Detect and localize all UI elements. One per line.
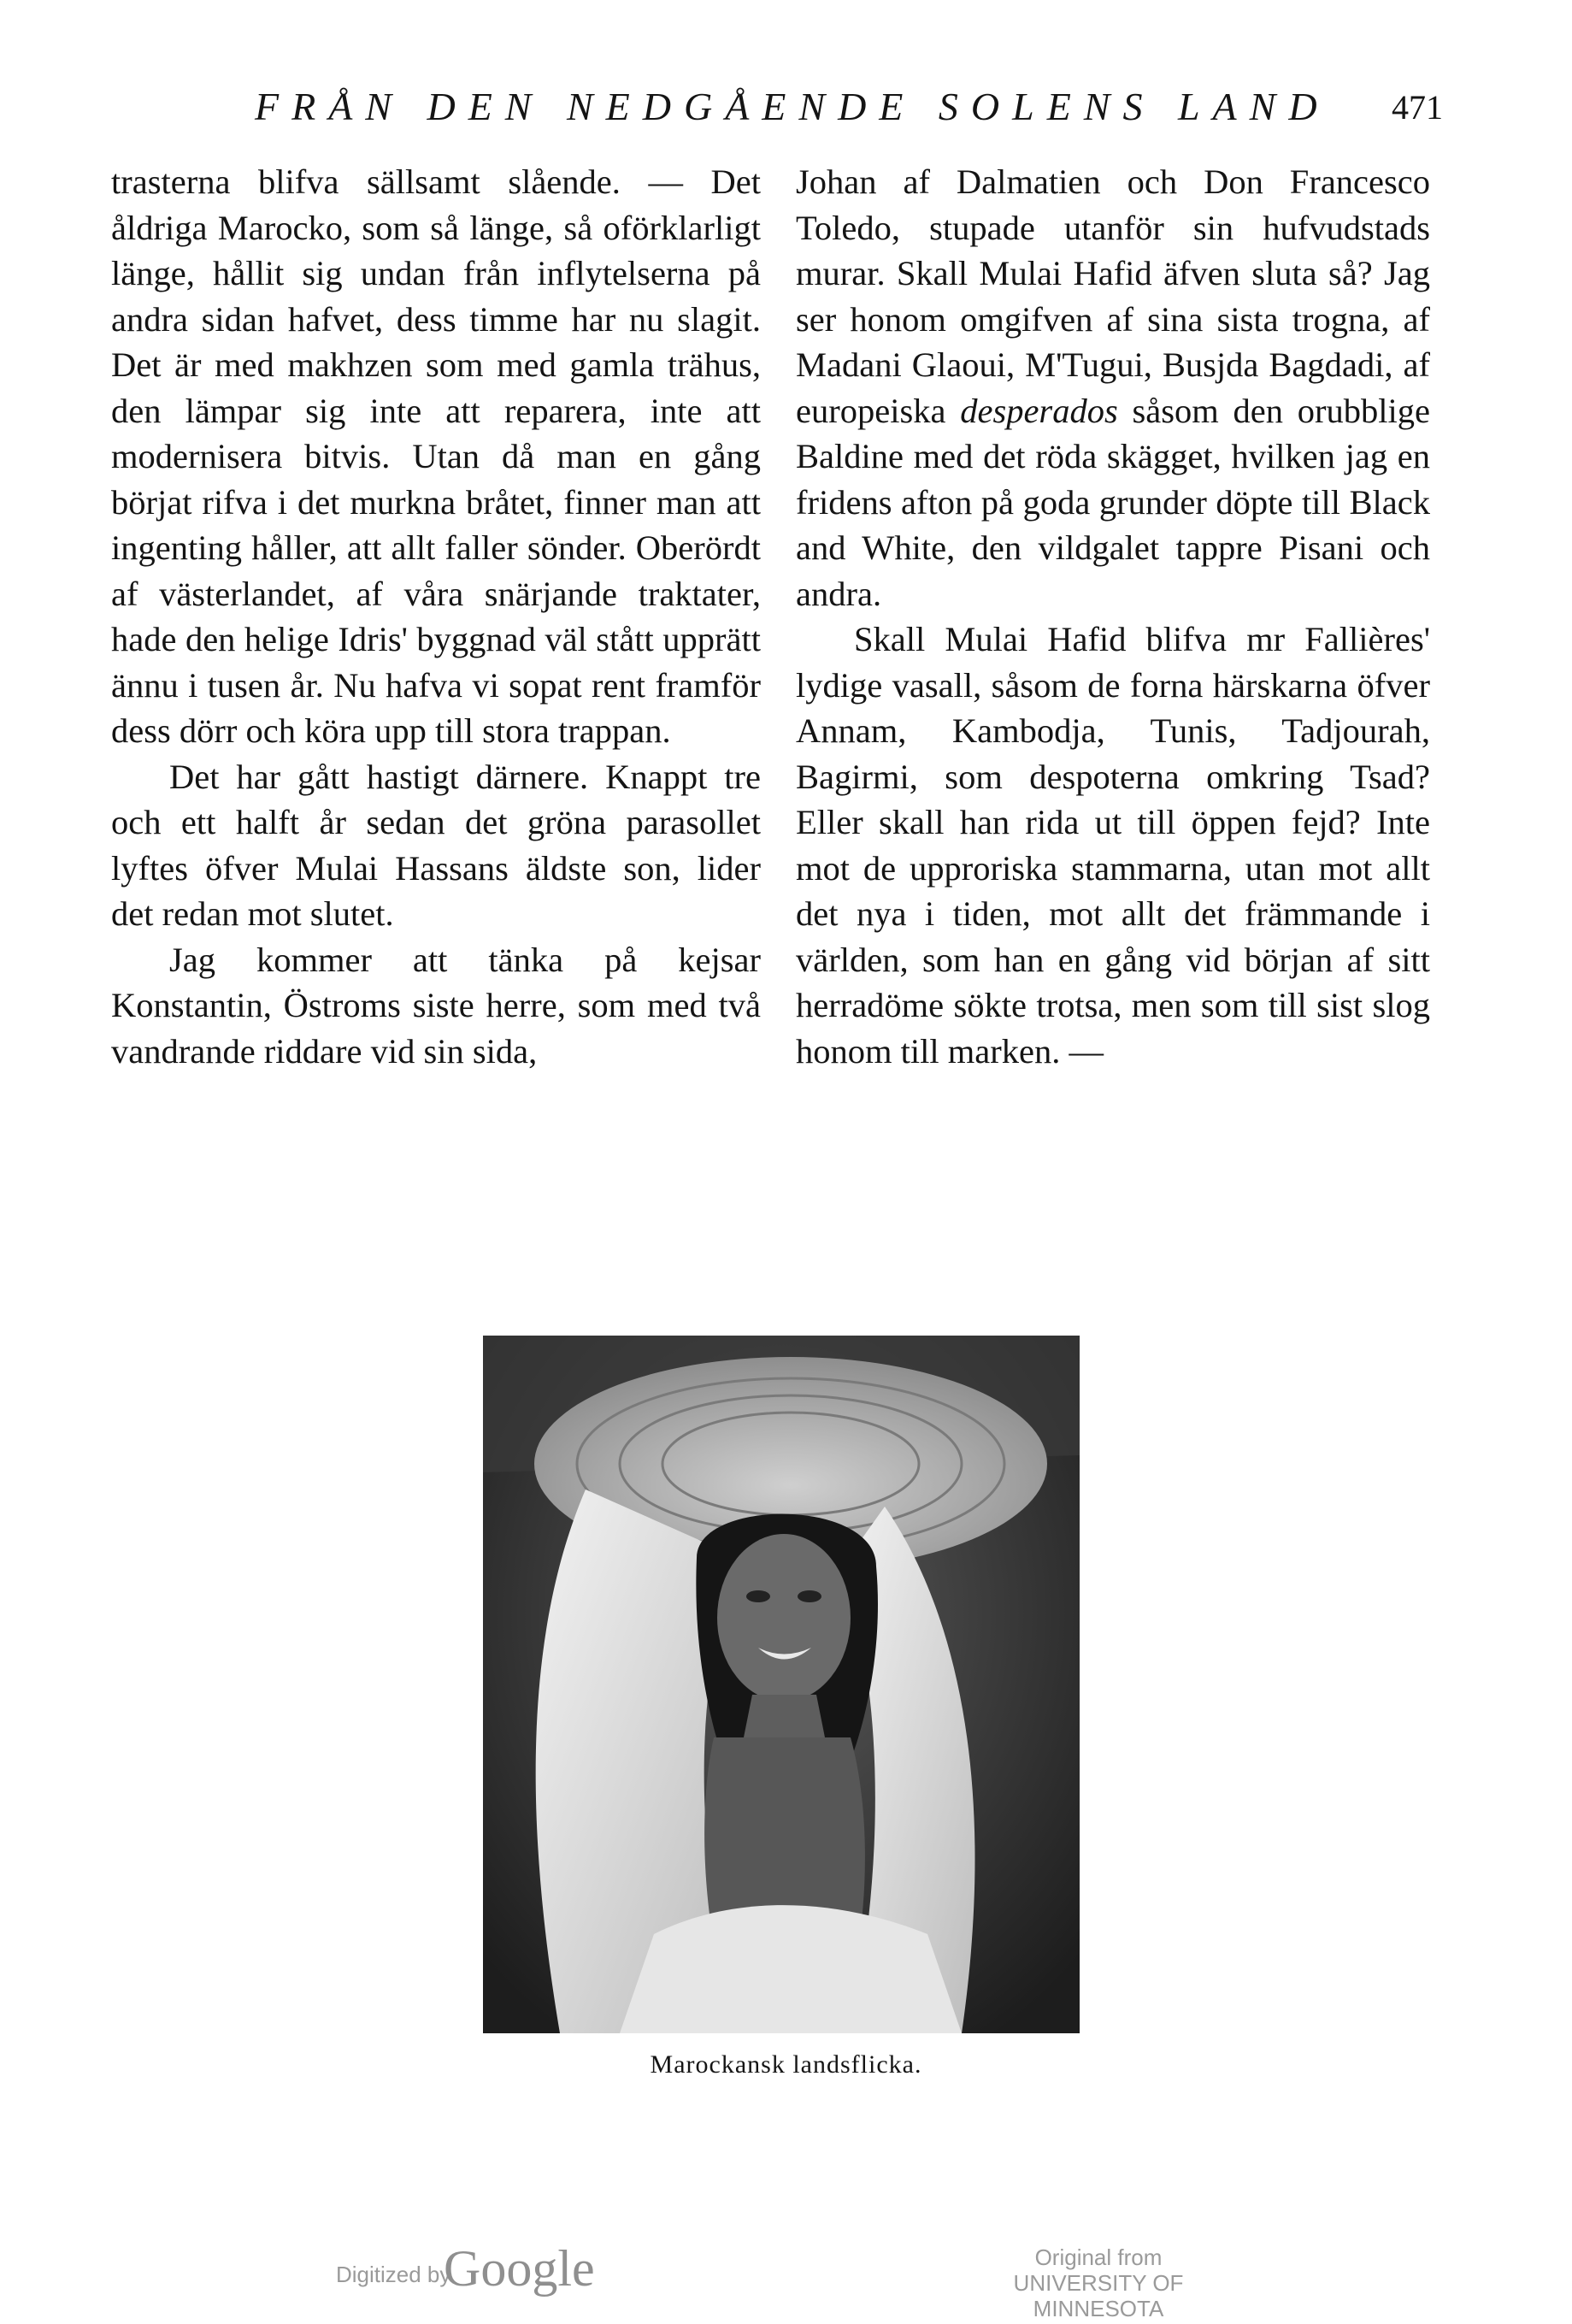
original-source <box>957 2244 1239 2321</box>
google-logo: Google <box>444 2240 595 2297</box>
right-column <box>796 159 1430 1074</box>
right-paragraph-1-end: såsom den orubblige Baldine med det röda skägget, hvilken jag en fridens afton på goda grunder döpte till Black and White, den vildgalet tappre Pisani och andra. <box>796 391 1430 613</box>
original-from-label: Original from <box>1034 2244 1163 2270</box>
left-paragraph-3: Jag kommer att tänka på kejsar Konstantin, Östroms siste herre, som med två vandrande riddare vid sin sida, <box>111 940 761 1071</box>
right-paragraph-1-start: Johan af Dalmatien och Don Francesco Toledo, stupade utanför sin hufvudstads murar. Skall Mulai Hafid äfven sluta så? Jag ser honom omgifven af sina sista trogna, af Madani Glaoui, M'Tugui, Busjda Bagdadi, af europeiska <box>796 162 1430 430</box>
institution-name: UNIVERSITY OF MINNESOTA <box>1013 2270 1184 2321</box>
face <box>717 1534 851 1702</box>
digitized-by-label: Digitized by <box>336 2262 451 2287</box>
running-title: FRÅN DEN NEDGÅENDE SOLENS LAND <box>255 85 1330 128</box>
portrait-illustration <box>483 1336 1080 2033</box>
italic-term: desperados <box>960 391 1118 430</box>
figure-caption: Marockansk landsflicka. <box>650 2050 922 2079</box>
left-paragraph-2: Det har gått hastigt därnere. Knappt tre och ett halft år sedan det gröna parasollet lyftes öfver Mulai Hassans äldste son, lider det redan mot slutet. <box>111 757 761 933</box>
right-paragraph-2: Skall Mulai Hafid blifva mr Fallières' lydige vasall, såsom de forna härskarna öfver Annam, Kambodja, Tunis, Tadjourah, Bagirmi, som despoterna omkring Tsad? Eller skall han rida ut till öppen fejd? Inte mot de upproriska stammarna, utan mot allt det nya i tiden, mot allt det främmande i världen, som han en gång vid början af sitt herradöme sökte trotsa, men som till sist slog honom till marken. — <box>796 620 1430 1071</box>
left-column <box>111 159 761 1074</box>
portrait-photograph <box>483 1336 1080 2033</box>
page-number: 471 <box>1392 88 1443 127</box>
right-paragraph-1 <box>796 159 1430 616</box>
digitization-watermark <box>0 2240 1572 2321</box>
left-paragraph-1: trasterna blifva sällsamt slående. — Det åldriga Marocko, som så länge, så oförklarligt länge, hållit sig undan från inflytelserna på andra sidan hafvet, dess timme har nu slagit. Det är med makhzen som med gamla trähus, den lämpar sig inte att reparera, inte att modernisera bitvis. Utan då man en gång börjat rifva i det murkna bråtet, finner man att ingenting håller, att allt faller sönder. Oberördt af västerlandet, af våra snärjande traktater, hade den helige Idris' byggnad väl stått upprätt ännu i tusen år. Nu hafva vi sopat rent framför dess dörr och köra upp till stora trappan. <box>111 162 761 750</box>
running-head <box>255 84 1443 144</box>
